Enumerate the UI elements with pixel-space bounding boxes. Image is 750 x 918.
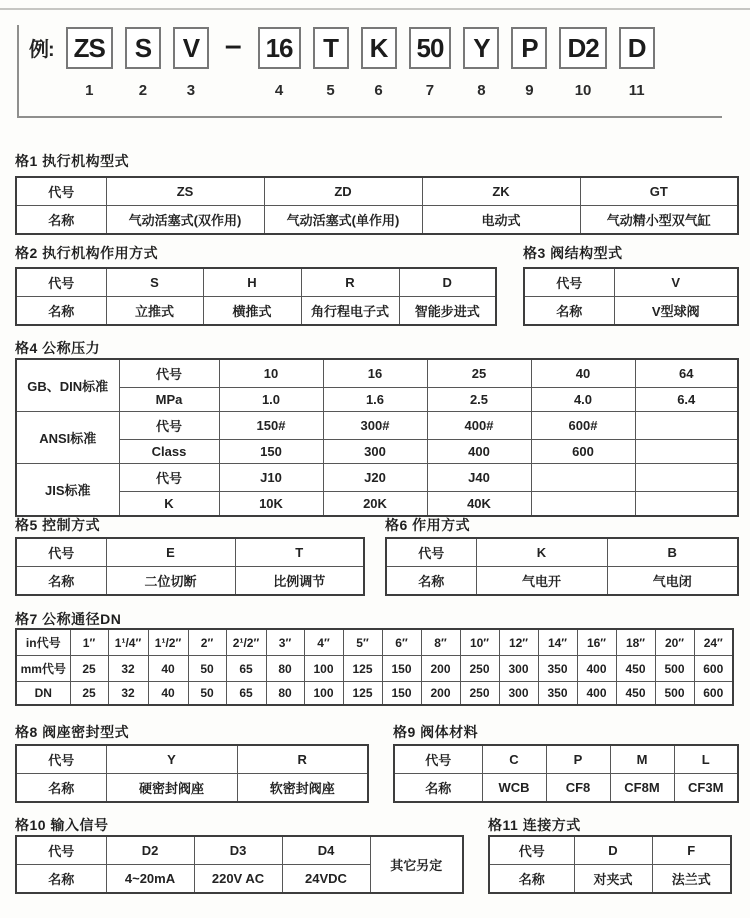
code-unit: [361, 27, 397, 99]
row-label-cell: Class: [119, 440, 219, 464]
section-g1: [15, 153, 739, 235]
row-label-cell: 代号: [16, 538, 106, 567]
table-cell: 对夹式: [574, 865, 652, 894]
table-cell: 气动活塞式(双作用): [106, 206, 264, 235]
row-label-cell: 名称: [16, 774, 106, 803]
table-row: [16, 682, 733, 706]
table-row: [16, 177, 738, 206]
position-number: 1: [85, 82, 94, 99]
table-cell: 500: [655, 682, 694, 706]
code-box: K: [361, 27, 397, 69]
standard-label-cell: ANSI标准: [16, 412, 119, 464]
table-input-signal: [15, 835, 464, 894]
row-label-cell: 名称: [489, 865, 574, 894]
position-number: 8: [477, 82, 486, 99]
table-cell: 气动精小型双气缸: [580, 206, 738, 235]
row-label-cell: 代号: [119, 359, 219, 388]
table-cell: 40: [531, 359, 635, 388]
code-unit: [221, 27, 246, 63]
table-cell: 6″: [382, 629, 421, 656]
table-cell: 32: [108, 682, 148, 706]
table-cell: Y: [106, 745, 237, 774]
table-cell: M: [610, 745, 674, 774]
code-unit: [409, 27, 452, 99]
table-cell: 220V AC: [194, 865, 282, 894]
table-cell: 12″: [499, 629, 538, 656]
row-label-cell: 代号: [16, 177, 106, 206]
section-g7: [15, 611, 734, 706]
table-cell: WCB: [482, 774, 546, 803]
position-number: 6: [374, 82, 383, 99]
table-cell: [635, 492, 738, 517]
table-row: [16, 774, 368, 803]
table-row: [16, 629, 733, 656]
code-box: S: [125, 27, 161, 69]
section-title: 格8 阀座密封型式: [15, 724, 130, 740]
table-row: [16, 388, 738, 412]
row-label-cell: 名称: [394, 774, 482, 803]
table-cell: 300: [323, 440, 427, 464]
section-g10: [15, 817, 464, 894]
table-cell: 150: [382, 656, 421, 682]
table-cell: R: [237, 745, 368, 774]
table-cell: 32: [108, 656, 148, 682]
code-box: 50: [409, 27, 452, 69]
table-cell: 2.5: [427, 388, 531, 412]
code-box: T: [313, 27, 349, 69]
table-cell: 硬密封阀座: [106, 774, 237, 803]
code-box: D2: [559, 27, 606, 69]
table-cell: J20: [323, 464, 427, 492]
table-cell: 1″: [70, 629, 108, 656]
standard-label-cell: GB、DIN标准: [16, 359, 119, 412]
table-row: [16, 538, 364, 567]
table-cell: 125: [343, 682, 382, 706]
table-cell: 400: [427, 440, 531, 464]
section-title: 格7 公称通径DN: [15, 611, 122, 627]
section-title: 格3 阀结构型式: [523, 245, 623, 261]
table-cell: ZS: [106, 177, 264, 206]
code-box: ZS: [66, 27, 113, 69]
table-cell: 4.0: [531, 388, 635, 412]
table-cell: 250: [460, 656, 499, 682]
position-number: 4: [274, 82, 284, 99]
table-cell: 立推式: [106, 297, 203, 326]
table-cell: 600: [694, 682, 733, 706]
row-label-cell: 代号: [386, 538, 476, 567]
section-title: 格2 执行机构作用方式: [15, 245, 159, 261]
table-row: [16, 412, 738, 440]
table-row: [16, 656, 733, 682]
row-label-cell: 代号: [489, 836, 574, 865]
row-label-cell: K: [119, 492, 219, 517]
table-cell: P: [546, 745, 610, 774]
table-cell: V: [614, 268, 738, 297]
position-number: 2: [138, 82, 148, 99]
table-cell: CF8M: [610, 774, 674, 803]
code-unit: [511, 27, 547, 99]
table-cell: L: [674, 745, 738, 774]
table-cell: 100: [304, 656, 343, 682]
table-cell: 1.6: [323, 388, 427, 412]
row-label-cell: MPa: [119, 388, 219, 412]
position-number: 7: [425, 82, 435, 99]
table-cell: 150: [219, 440, 323, 464]
table-row: [386, 538, 738, 567]
table-cell: 250: [460, 682, 499, 706]
table-cell: 3″: [266, 629, 304, 656]
table-cell: 气电开: [476, 567, 607, 596]
table-cell: 1.0: [219, 388, 323, 412]
table-cell: 智能步进式: [399, 297, 496, 326]
row-label-cell: 代号: [16, 745, 106, 774]
code-unit: [619, 27, 655, 99]
table-cell: 600: [694, 656, 733, 682]
table-cell: 角行程电子式: [301, 297, 399, 326]
table-cell: 20″: [655, 629, 694, 656]
table-cell: D2: [106, 836, 194, 865]
position-number: 9: [525, 82, 534, 99]
table-cell: 20K: [323, 492, 427, 517]
table-cell: 80: [266, 656, 304, 682]
table-cell: 65: [226, 682, 266, 706]
table-seat-seal-type: [15, 744, 369, 803]
section-g6: [385, 517, 739, 596]
table-actuator-action: [15, 267, 497, 326]
table-cell: 50: [188, 656, 226, 682]
table-cell: 2″: [188, 629, 226, 656]
table-cell: 8″: [421, 629, 460, 656]
table-cell: 350: [538, 682, 577, 706]
table-cell: 二位切断: [106, 567, 235, 596]
table-cell: K: [476, 538, 607, 567]
table-connection-type: [488, 835, 732, 894]
table-cell: 14″: [538, 629, 577, 656]
position-number: 5: [326, 82, 335, 99]
table-cell: H: [203, 268, 301, 297]
table-cell: 600#: [531, 412, 635, 440]
table-cell: 气动活塞式(单作用): [264, 206, 422, 235]
table-cell: CF3M: [674, 774, 738, 803]
table-nominal-pressure: [15, 358, 739, 517]
table-cell: 500: [655, 656, 694, 682]
table-cell: 4″: [304, 629, 343, 656]
table-cell: E: [106, 538, 235, 567]
standard-label-cell: JIS标准: [16, 464, 119, 517]
table-cell: 16″: [577, 629, 616, 656]
table-body-material: [393, 744, 739, 803]
table-cell: 2¹/2″: [226, 629, 266, 656]
table-cell: 软密封阀座: [237, 774, 368, 803]
row-label-cell: mm代号: [16, 656, 70, 682]
row-label-cell: 名称: [16, 865, 106, 894]
table-cell: 350: [538, 656, 577, 682]
table-cell: D4: [282, 836, 370, 865]
table-cell: 25: [427, 359, 531, 388]
table-cell: [531, 464, 635, 492]
table-cell: 50: [188, 682, 226, 706]
table-cell: [531, 492, 635, 517]
code-box: P: [511, 27, 547, 69]
table-cell: 10K: [219, 492, 323, 517]
row-label-cell: 名称: [524, 297, 614, 326]
table-row: [489, 836, 731, 865]
table-action-mode: [385, 537, 739, 596]
note-cell: 其它另定: [370, 836, 463, 893]
table-cell: 40: [148, 656, 188, 682]
table-cell: 6.4: [635, 388, 738, 412]
row-label-cell: 代号: [394, 745, 482, 774]
table-cell: 18″: [616, 629, 655, 656]
section-title: 格10 输入信号: [15, 817, 109, 833]
row-label-cell: 代号: [524, 268, 614, 297]
table-cell: [635, 440, 738, 464]
table-row: [16, 440, 738, 464]
code-unit: [559, 27, 606, 99]
model-code-example-frame: [17, 25, 722, 118]
table-cell: 40K: [427, 492, 531, 517]
example-label: 例:: [29, 39, 54, 61]
code-unit: [173, 27, 209, 99]
table-cell: D3: [194, 836, 282, 865]
table-row: [394, 774, 738, 803]
table-row: [16, 359, 738, 388]
table-cell: C: [482, 745, 546, 774]
code-box: 16: [258, 27, 301, 69]
table-cell: B: [607, 538, 738, 567]
table-cell: 300: [499, 682, 538, 706]
dash-separator: –: [224, 29, 242, 62]
table-cell: 64: [635, 359, 738, 388]
table-row: [16, 464, 738, 492]
table-cell: 法兰式: [652, 865, 731, 894]
code-unit: [258, 27, 301, 99]
code-box: V: [173, 27, 209, 69]
section-g8: [15, 724, 369, 803]
row-label-cell: DN: [16, 682, 70, 706]
table-cell: 气电闭: [607, 567, 738, 596]
table-row: [524, 268, 738, 297]
table-cell: 300#: [323, 412, 427, 440]
table-cell: 24VDC: [282, 865, 370, 894]
table-cell: 25: [70, 656, 108, 682]
table-cell: J10: [219, 464, 323, 492]
table-row: [16, 206, 738, 235]
row-label-cell: 名称: [16, 206, 106, 235]
code-unit: [463, 27, 499, 99]
table-cell: 5″: [343, 629, 382, 656]
code-unit: [125, 27, 161, 99]
table-row: [524, 297, 738, 326]
table-cell: 150#: [219, 412, 323, 440]
section-title: 格1 执行机构型式: [15, 153, 130, 169]
model-code-example: [19, 25, 722, 99]
table-cell: 1¹/2″: [148, 629, 188, 656]
table-cell: 400: [577, 682, 616, 706]
code-box: D: [619, 27, 655, 69]
top-divider-line: [0, 8, 750, 10]
position-number: 11: [628, 82, 645, 99]
table-row: [16, 836, 463, 865]
table-cell: 16: [323, 359, 427, 388]
section-g4: [15, 340, 739, 517]
table-cell: 125: [343, 656, 382, 682]
table-cell: 200: [421, 656, 460, 682]
table-cell: GT: [580, 177, 738, 206]
row-label-cell: in代号: [16, 629, 70, 656]
row-label-cell: 名称: [386, 567, 476, 596]
row-label-cell: 代号: [16, 268, 106, 297]
section-title: 格11 连接方式: [488, 817, 581, 833]
section-g3: [523, 245, 739, 326]
row-label-cell: 代号: [16, 836, 106, 865]
table-nominal-diameter: [15, 628, 734, 706]
table-cell: 65: [226, 656, 266, 682]
row-label-cell: 代号: [119, 464, 219, 492]
table-cell: 4~20mA: [106, 865, 194, 894]
section-g11: [488, 817, 732, 894]
table-cell: 40: [148, 682, 188, 706]
row-label-cell: 名称: [16, 567, 106, 596]
section-g2: [15, 245, 497, 326]
section-g9: [393, 724, 739, 803]
position-number: 3: [186, 82, 196, 99]
section-title: 格9 阀体材料: [393, 724, 479, 740]
table-cell: S: [106, 268, 203, 297]
table-cell: 300: [499, 656, 538, 682]
table-cell: 200: [421, 682, 460, 706]
table-cell: [635, 464, 738, 492]
section-g5: [15, 517, 365, 596]
code-unit: [313, 27, 349, 99]
table-cell: 600: [531, 440, 635, 464]
code-box: Y: [463, 27, 499, 69]
table-row: [16, 492, 738, 517]
table-cell: 150: [382, 682, 421, 706]
position-number: 10: [574, 82, 592, 99]
table-cell: 25: [70, 682, 108, 706]
table-cell: T: [235, 538, 364, 567]
table-cell: 横推式: [203, 297, 301, 326]
table-cell: 10: [219, 359, 323, 388]
table-cell: ZD: [264, 177, 422, 206]
section-title: 格6 作用方式: [385, 517, 471, 533]
row-label-cell: 代号: [119, 412, 219, 440]
table-row: [16, 268, 496, 297]
table-cell: 电动式: [422, 206, 580, 235]
table-cell: 比例调节: [235, 567, 364, 596]
table-cell: 450: [616, 682, 655, 706]
table-cell: R: [301, 268, 399, 297]
table-cell: CF8: [546, 774, 610, 803]
table-cell: 80: [266, 682, 304, 706]
table-cell: V型球阀: [614, 297, 738, 326]
table-cell: ZK: [422, 177, 580, 206]
table-cell: 450: [616, 656, 655, 682]
table-row: [16, 745, 368, 774]
table-cell: 24″: [694, 629, 733, 656]
table-cell: 400#: [427, 412, 531, 440]
table-valve-structure: [523, 267, 739, 326]
table-cell: 1¹/4″: [108, 629, 148, 656]
table-cell: [635, 412, 738, 440]
table-cell: J40: [427, 464, 531, 492]
model-code-units: [66, 27, 655, 99]
table-row: [16, 297, 496, 326]
table-row: [16, 567, 364, 596]
table-cell: F: [652, 836, 731, 865]
table-cell: 100: [304, 682, 343, 706]
table-row: [386, 567, 738, 596]
section-title: 格5 控制方式: [15, 517, 101, 533]
table-control-mode: [15, 537, 365, 596]
table-row: [489, 865, 731, 894]
table-cell: D: [574, 836, 652, 865]
table-cell: 400: [577, 656, 616, 682]
table-cell: D: [399, 268, 496, 297]
table-row: [394, 745, 738, 774]
code-unit: [66, 27, 113, 99]
row-label-cell: 名称: [16, 297, 106, 326]
table-cell: 10″: [460, 629, 499, 656]
section-title: 格4 公称压力: [15, 340, 101, 356]
table-actuator-type: [15, 176, 739, 235]
